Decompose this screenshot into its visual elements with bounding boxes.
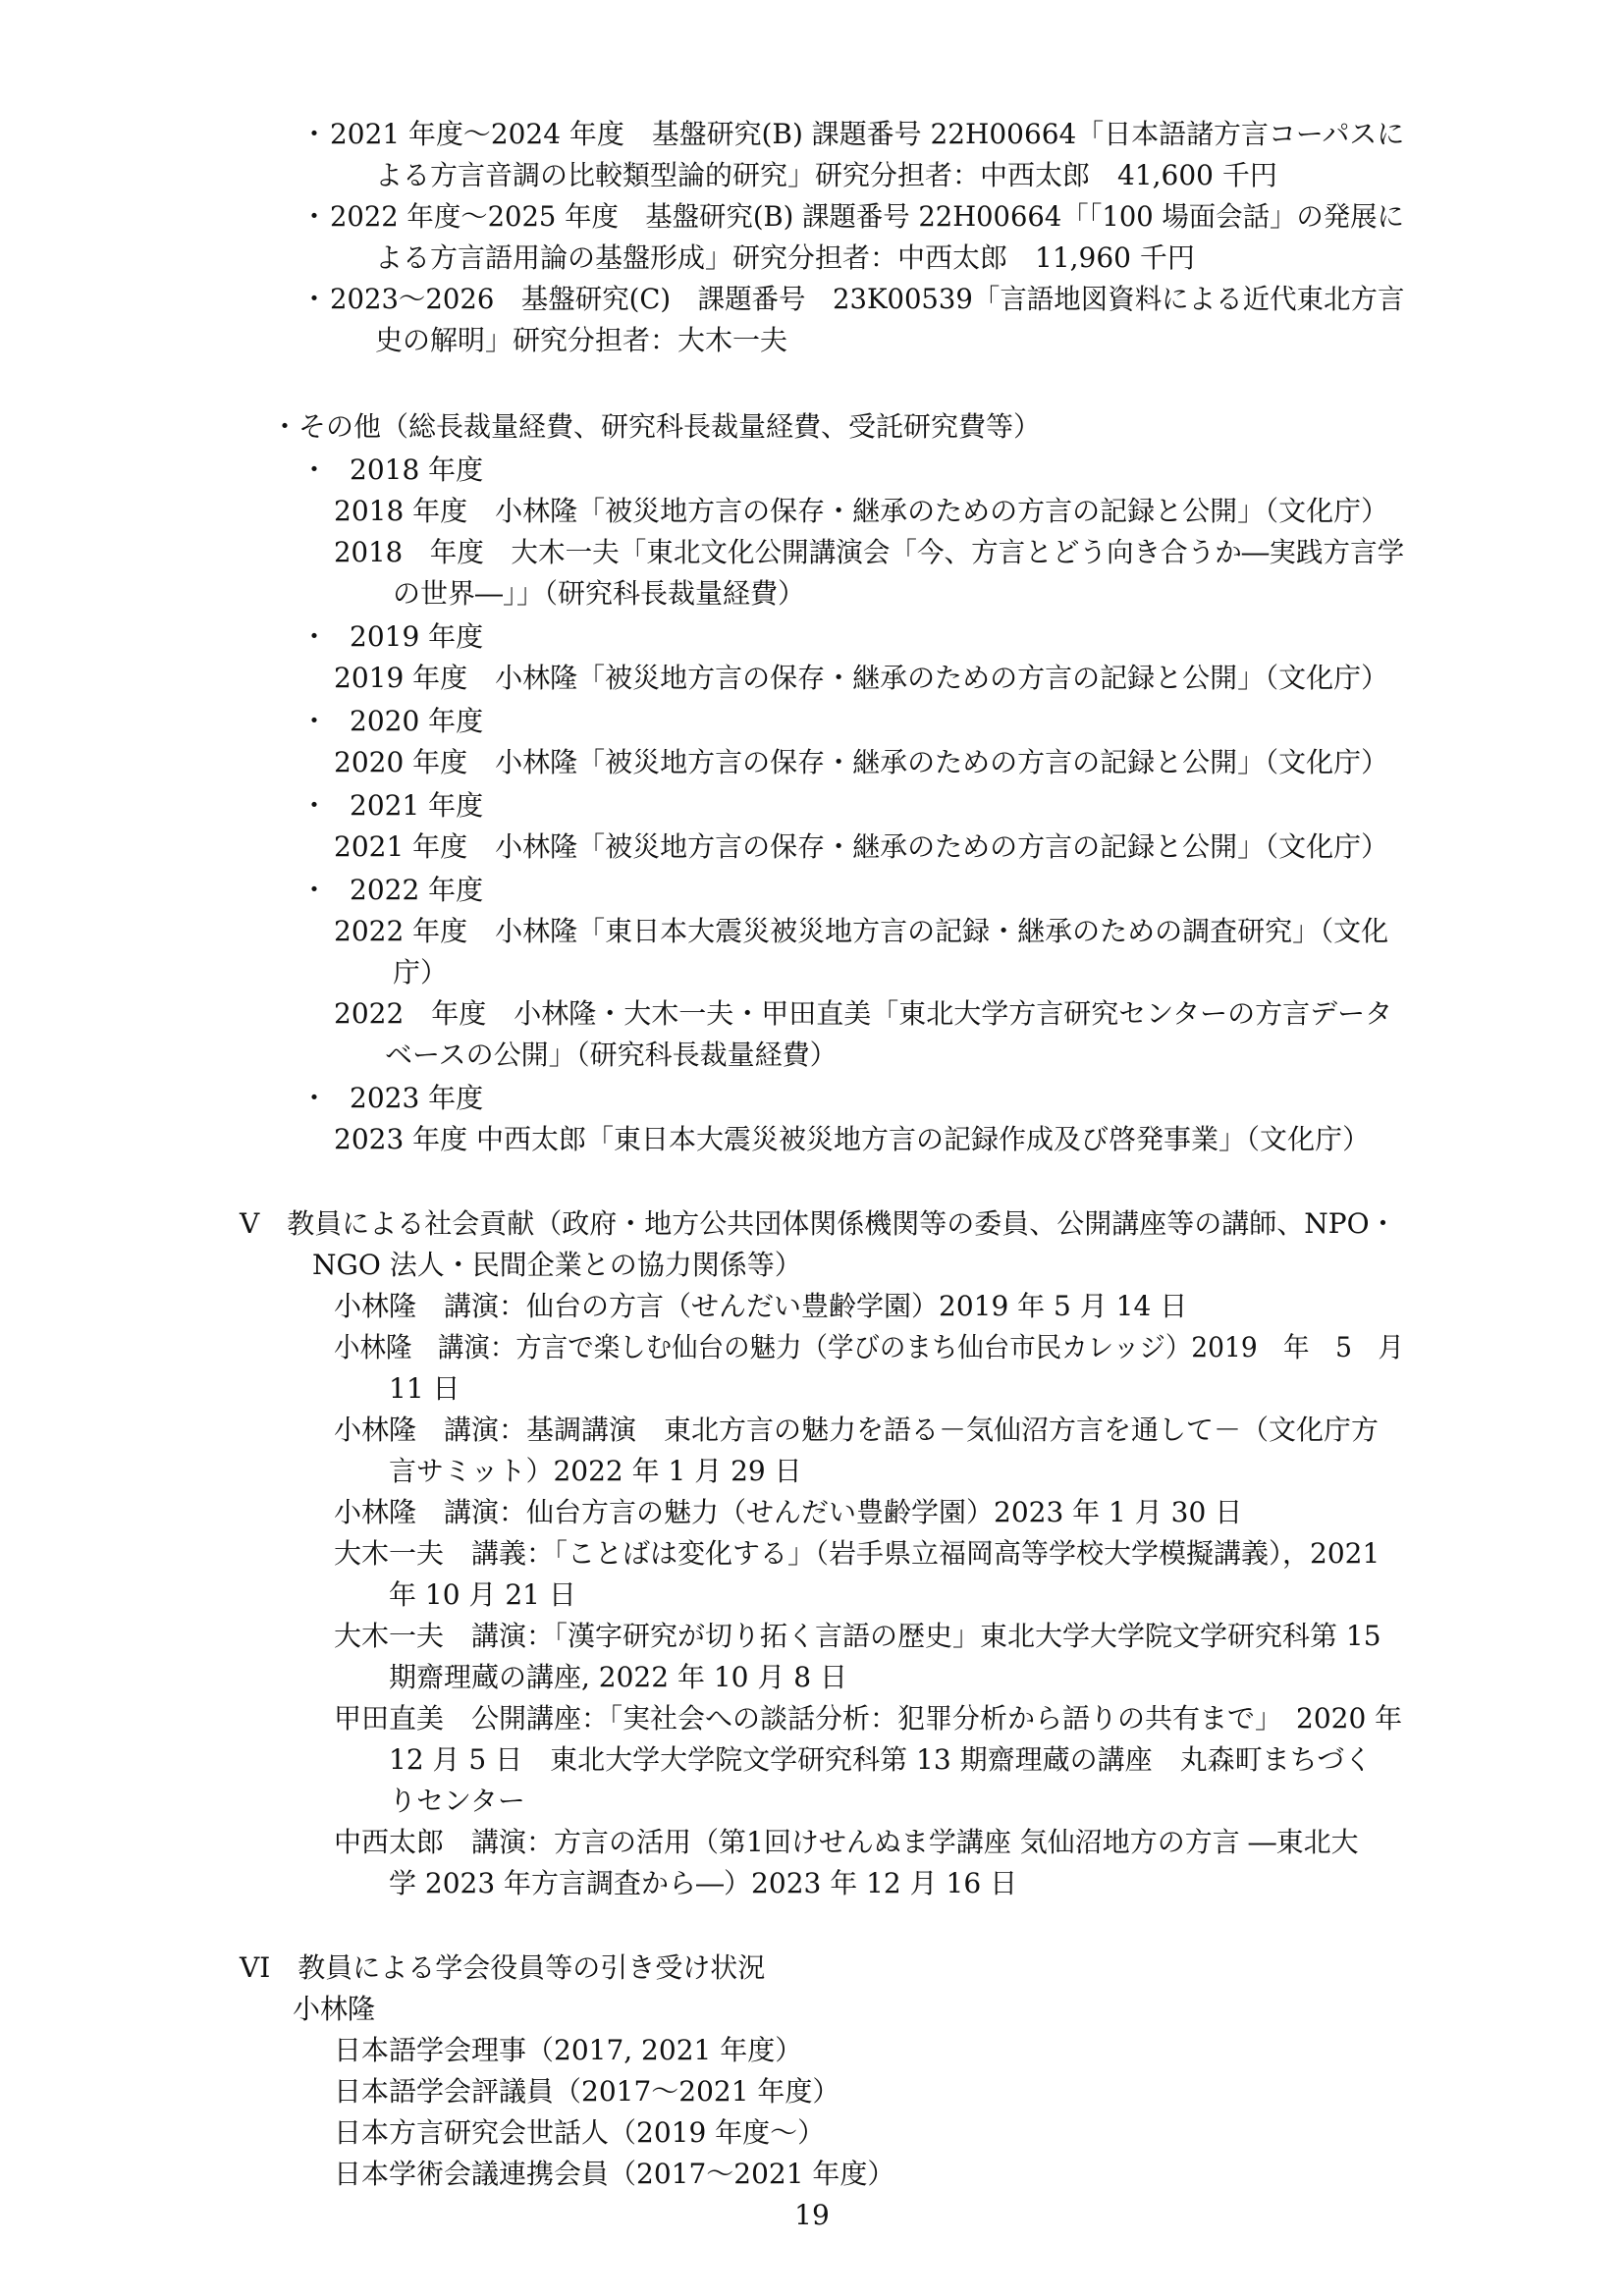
- contribution-entry: 大木一夫 講義：「ことばは変化する」（岩手県立福岡高等学校大学模擬講義），2021: [334, 1537, 1380, 1570]
- role-entry: 日本語学会評議員（2017〜2021 年度）: [334, 2075, 840, 2108]
- list-bullet: ・: [300, 874, 329, 906]
- list-bullet: ・: [300, 1082, 329, 1114]
- year-heading: 2018 年度: [350, 454, 484, 486]
- contribution-entry: 小林隆 講演：基調講演 東北方言の魅力を語る－気仙沼方言を通して－（文化庁方: [334, 1414, 1380, 1446]
- contribution-entry: 甲田直美 公開講座：「実社会への談話分析：犯罪分析から語りの共有まで」 2020 年: [334, 1702, 1403, 1735]
- contribution-entry-continued: 11 日: [389, 1372, 460, 1405]
- funding-entry: 2022 年度 小林隆「東日本大震災被災地方言の記録・継承のための調査研究」（文化: [334, 915, 1389, 947]
- contribution-entry-continued: りセンター: [389, 1785, 525, 1817]
- grant-line: 2023〜2026 基盤研究(C) 課題番号 23K00539「言語地図資料による近代東北方言: [330, 283, 1405, 315]
- other-funding-heading: ・その他（総長裁量経費、研究科長裁量経費、受託研究費等）: [271, 410, 1042, 443]
- year-heading: 2023 年度: [350, 1082, 484, 1114]
- year-heading: 2022 年度: [350, 874, 484, 906]
- list-bullet: ・: [300, 200, 329, 233]
- list-bullet: ・: [300, 283, 329, 315]
- section-heading-continued: NGO 法人・民間企業との協力関係等）: [312, 1249, 802, 1281]
- year-heading: 2021 年度: [350, 789, 484, 822]
- list-bullet: ・: [300, 620, 329, 653]
- list-bullet: ・: [300, 789, 329, 822]
- funding-entry: 2020 年度 小林隆「被災地方言の保存・継承のための方言の記録と公開」（文化庁）: [334, 746, 1389, 778]
- contribution-entry-continued: 12 月 5 日 東北大学大学院文学研究科第 13 期齋理蔵の講座 丸森町まちづく: [389, 1743, 1373, 1776]
- funding-entry: 2019 年度 小林隆「被災地方言の保存・継承のための方言の記録と公開」（文化庁）: [334, 662, 1389, 694]
- role-entry: 日本方言研究会世話人（2019 年度〜）: [334, 2116, 826, 2149]
- contribution-entry-continued: 期齋理蔵の講座, 2022 年 10 月 8 日: [389, 1661, 848, 1693]
- grant-line-continued: よる方言音調の比較類型論的研究」研究分担者：中西太郎 41,600 千円: [375, 159, 1277, 191]
- page-number: 19: [794, 2199, 830, 2231]
- grant-line-continued: よる方言語用論の基盤形成」研究分担者：中西太郎 11,960 千円: [375, 241, 1195, 274]
- funding-entry-continued: ベースの公開」（研究科長裁量経費）: [385, 1039, 838, 1071]
- funding-entry-continued: の世界―」」（研究科長裁量経費）: [393, 577, 806, 610]
- person-name: 小林隆: [293, 1993, 376, 2025]
- list-bullet: ・: [300, 705, 329, 737]
- contribution-entry: 小林隆 講演：仙台方言の魅力（せんだい豊齢学園）2023 年 1 月 30 日: [334, 1496, 1243, 1528]
- grant-line: 2022 年度〜2025 年度 基盤研究(B) 課題番号 22H00664「「100 場面会話」の発展に: [330, 200, 1404, 233]
- year-heading: 2020 年度: [350, 705, 484, 737]
- grant-line-continued: 史の解明」研究分担者：大木一夫: [375, 324, 788, 356]
- funding-entry: 2023 年度 中西太郎「東日本大震災被災地方言の記録作成及び啓発事業」（文化庁）: [334, 1123, 1371, 1155]
- list-bullet: ・: [300, 118, 329, 150]
- contribution-entry: 小林隆 講演：仙台の方言（せんだい豊齢学園）2019 年 5 月 14 日: [334, 1290, 1188, 1322]
- role-entry: 日本語学会理事（2017, 2021 年度）: [334, 2034, 803, 2066]
- role-entry: 日本学術会議連携会員（2017〜2021 年度）: [334, 2158, 895, 2190]
- funding-entry-continued: 庁）: [393, 956, 449, 988]
- contribution-entry: 小林隆 講演：方言で楽しむ仙台の魅力（学びのまち仙台市民カレッジ）2019 年 5 月: [334, 1331, 1404, 1363]
- year-heading: 2019 年度: [350, 620, 484, 653]
- contribution-entry: 大木一夫 講演：「漢字研究が切り拓く言語の歴史」東北大学大学院文学研究科第 15: [334, 1620, 1381, 1652]
- contribution-entry-continued: 年 10 月 21 日: [389, 1578, 576, 1611]
- funding-entry: 2018 年度 小林隆「被災地方言の保存・継承のための方言の記録と公開」（文化庁）: [334, 495, 1389, 527]
- grant-line: 2021 年度〜2024 年度 基盤研究(B) 課題番号 22H00664「日本語諸方言コーパスに: [330, 118, 1405, 150]
- contribution-entry-continued: 言サミット）2022 年 1 月 29 日: [389, 1455, 802, 1487]
- funding-entry: 2021 年度 小林隆「被災地方言の保存・継承のための方言の記録と公開」（文化庁）: [334, 830, 1389, 863]
- section-heading: V 教員による社会貢献（政府・地方公共団体関係機関等の委員、公開講座等の講師、NPO・: [240, 1207, 1397, 1240]
- section-heading: VI 教員による学会役員等の引き受け状況: [240, 1951, 766, 1984]
- contribution-entry: 中西太郎 講演：方言の活用（第1回けせんぬま学講座 気仙沼地方の方言 ―東北大: [334, 1826, 1359, 1858]
- contribution-entry-continued: 学 2023 年方言調査から―）2023 年 12 月 16 日: [389, 1867, 1018, 1899]
- funding-entry: 2018 年度 大木一夫「東北文化公開講演会「今、方言とどう向き合うか―実践方言学: [334, 536, 1405, 568]
- list-bullet: ・: [300, 454, 329, 486]
- funding-entry: 2022 年度 小林隆・大木一夫・甲田直美「東北大学方言研究センターの方言データ: [334, 997, 1393, 1030]
